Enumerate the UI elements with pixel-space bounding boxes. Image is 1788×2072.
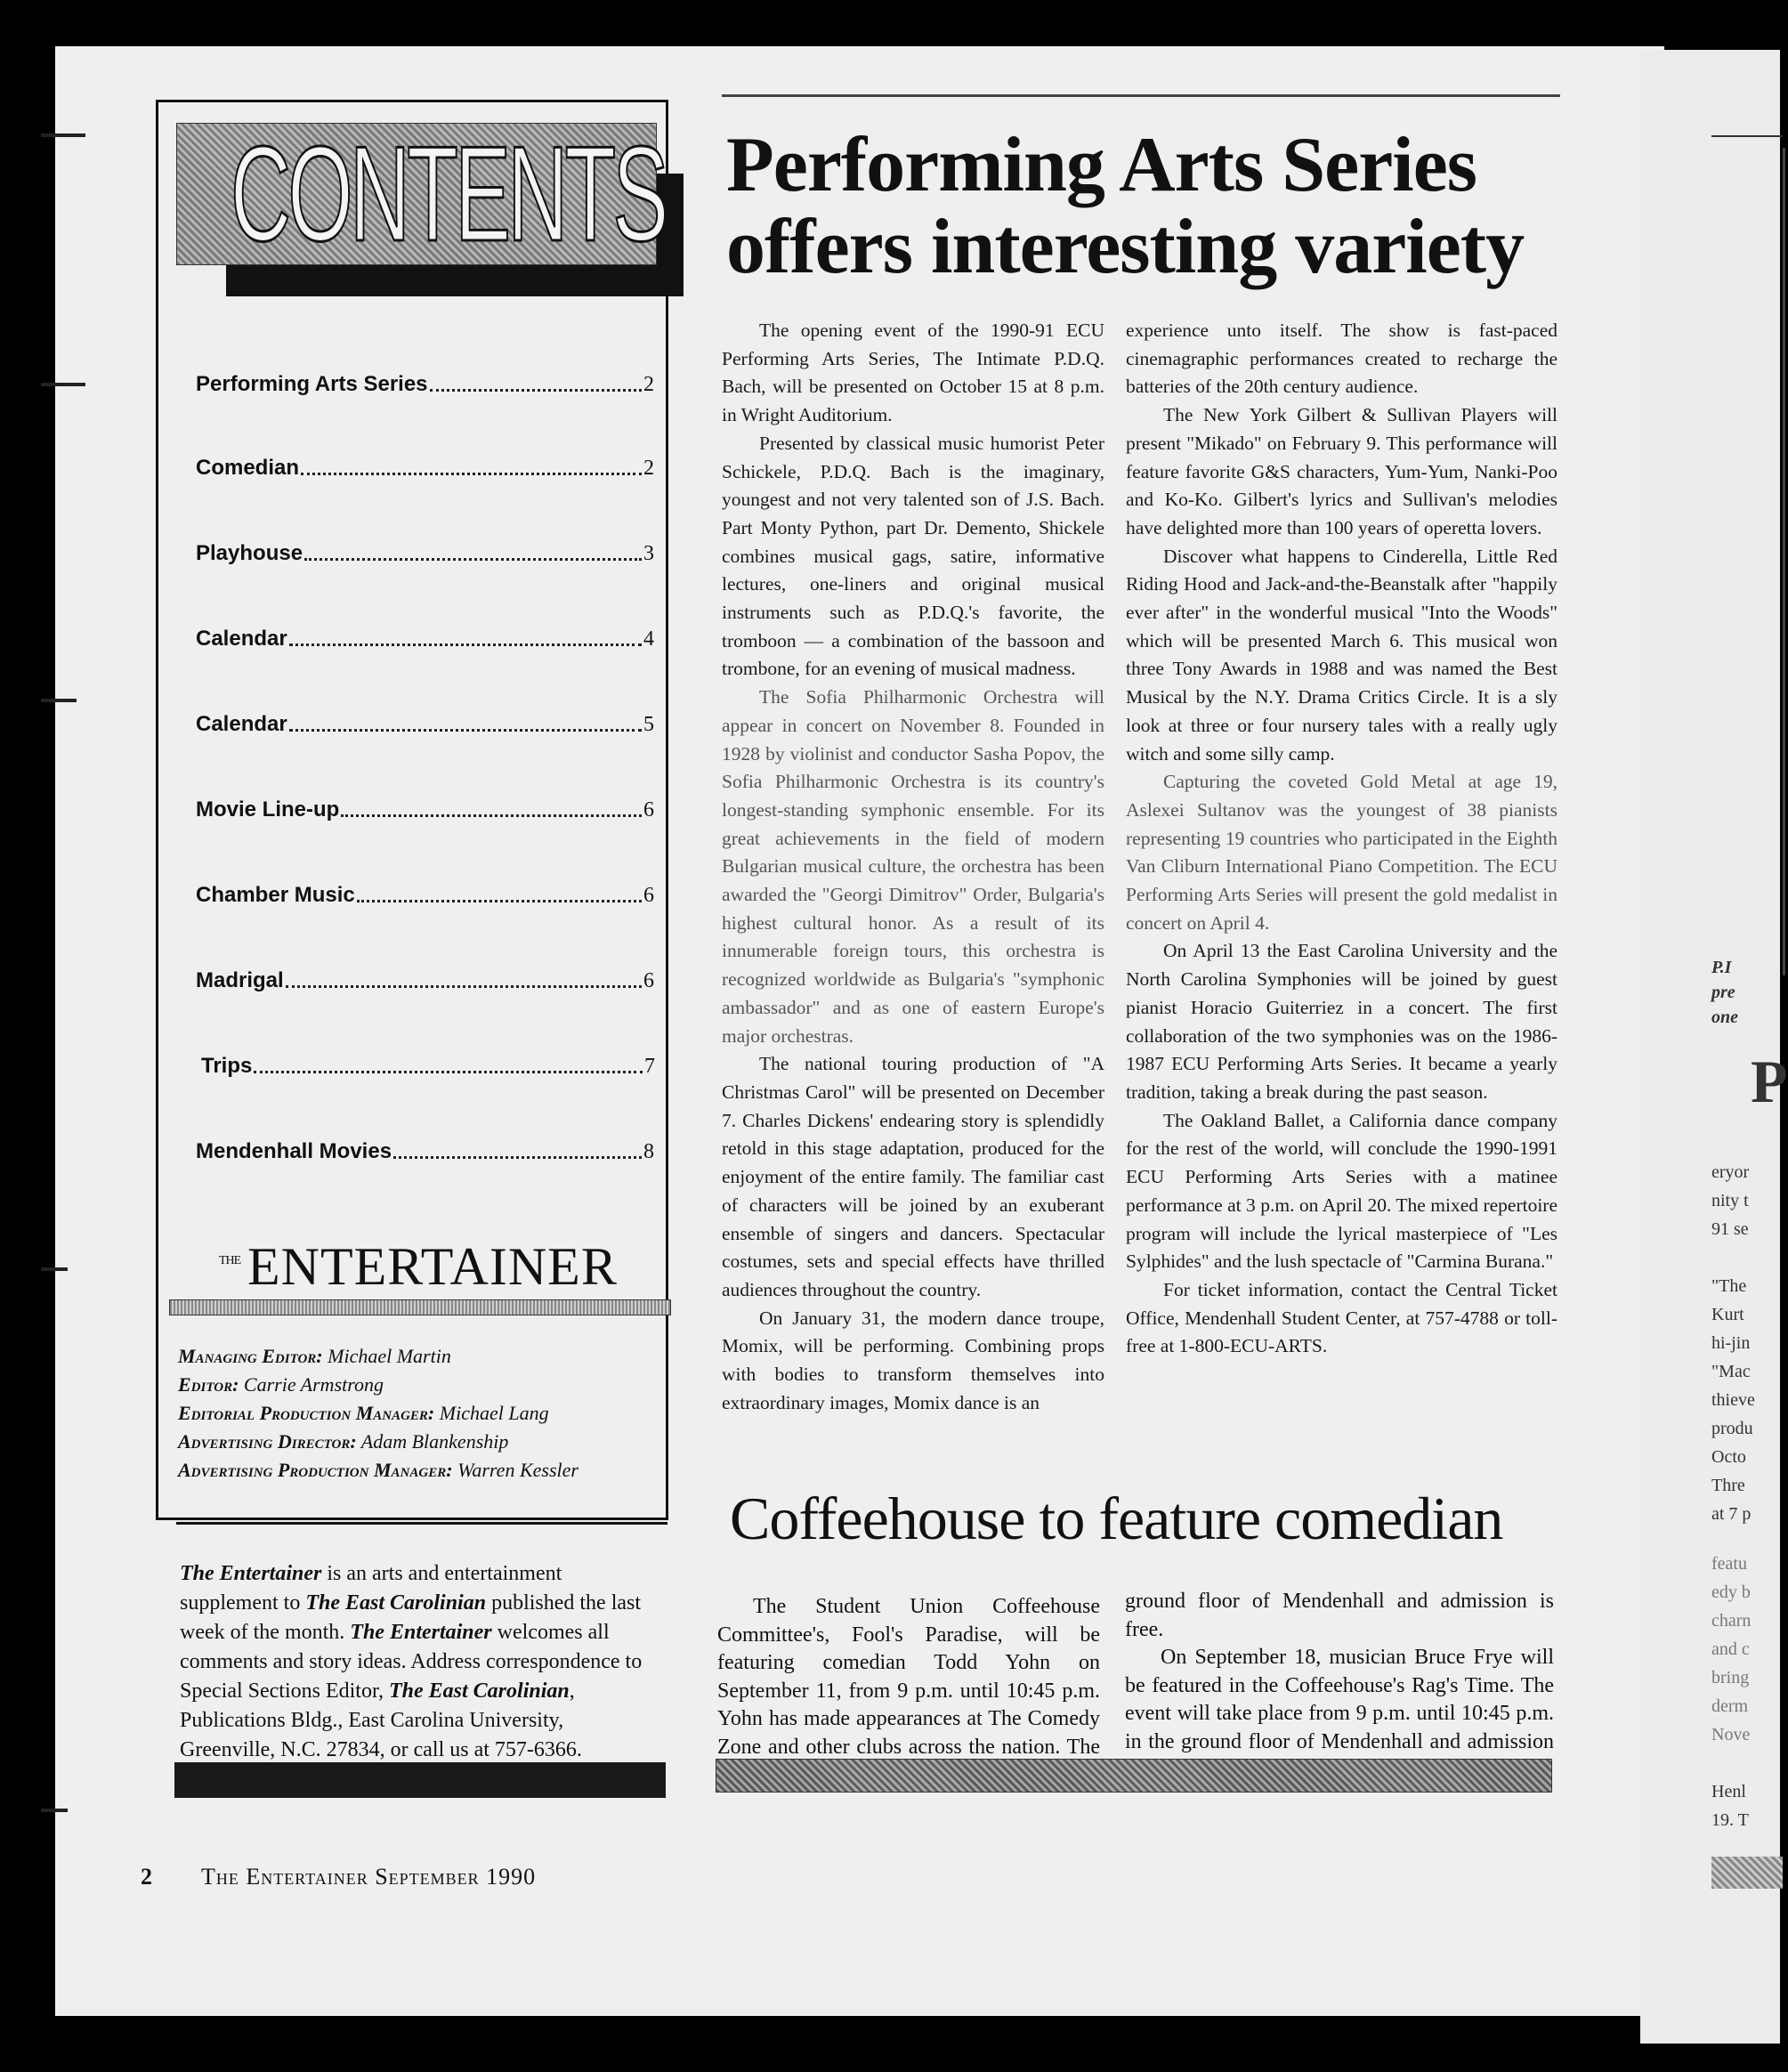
- staff-name: Warren Kessler: [457, 1459, 578, 1481]
- dot-leader: [341, 814, 642, 817]
- toc-item[interactable]: [196, 361, 654, 397]
- paragraph: ground floor of Mendenhall and admission is free.: [1125, 1590, 1554, 1641]
- toc-title: Madrigal: [196, 968, 284, 992]
- paragraph: The Student Union Coffeehouse Committee's, Fool's Paradise, will be featuring comedian Todd Yohn on September 11, from 9 p.m. until 10:45 p.m. Yohn has made appearances at The Comedy Zone and other clubs across the nation. The: [717, 1595, 1100, 1759]
- staff-name: Carrie Armstrong: [243, 1373, 384, 1396]
- about-text: published the last week of the month.: [180, 1591, 642, 1644]
- toc-page: 8: [643, 1140, 654, 1163]
- entertainer-logo: [169, 1237, 667, 1296]
- paragraph: The New York Gilbert & Sullivan Players will present "Mikado" on February 9. This performance will feature favorite G&S characters, Yum-Yum, Nanki-Poo and Ko-Ko. Gilbert's lyrics and Sullivan's melodies have delighted more than 100 years of operetta lovers.: [1126, 404, 1557, 538]
- toc-item[interactable]: [201, 1043, 655, 1079]
- text-fragment: charn: [1711, 1611, 1752, 1631]
- edge-mark: [41, 383, 85, 386]
- contents-heading: CONTENTS: [231, 118, 666, 270]
- toc-item[interactable]: [196, 872, 654, 908]
- caption-fragment: P.I: [1711, 958, 1732, 977]
- toc-page: 3: [643, 542, 654, 565]
- edge-mark: [41, 1809, 68, 1812]
- article-column-2: [1125, 1588, 1554, 1785]
- toc-item[interactable]: [196, 616, 654, 652]
- toc-item[interactable]: [196, 958, 654, 993]
- toc-title: Movie Line-up: [196, 797, 340, 822]
- staff-line: [178, 1342, 659, 1371]
- rule: [1711, 135, 1783, 137]
- about-blurb: [180, 1559, 660, 1765]
- text-fragment: "Mac: [1711, 1362, 1751, 1381]
- staff-line: [178, 1399, 659, 1428]
- article-column-1: [722, 317, 1104, 1417]
- about-text: welcomes all comments and story ideas. Address correspondence to Special Sections Editor,: [180, 1621, 643, 1703]
- page-number: 2: [141, 1864, 152, 1890]
- toc-title: Calendar: [196, 712, 287, 736]
- toc-page: 5: [643, 713, 654, 736]
- caption-fragment: pre: [1711, 983, 1735, 1002]
- paragraph: experience unto itself. The show is fast-paced cinemagraphic performances created to recharge the batteries of the 20th century audience.: [1126, 320, 1557, 398]
- about-text: is an arts and entertainment supplement to: [180, 1562, 562, 1615]
- dot-leader: [286, 985, 642, 988]
- pub-name: The Entertainer: [180, 1562, 322, 1585]
- paragraph: For ticket information, contact the Central Ticket Office, Mendenhall Student Center, at 757-4788 or toll-free at 1-800-ECU-ARTS.: [1126, 1278, 1557, 1357]
- text-fragment: edy b: [1711, 1582, 1751, 1602]
- caption-fragment: one: [1711, 1008, 1738, 1027]
- toc-title: Performing Arts Series: [196, 372, 428, 396]
- dot-leader: [289, 729, 642, 732]
- article-column-2: [1126, 317, 1557, 1361]
- paper-name: The East Carolinian: [305, 1591, 487, 1615]
- text-fragment: featu: [1711, 1554, 1747, 1574]
- toc-item[interactable]: [196, 1129, 654, 1164]
- toc-title: Comedian: [196, 456, 300, 480]
- logo-rule: [169, 1299, 671, 1315]
- staff-box: [178, 1342, 659, 1485]
- text-fragment: hi-jin: [1711, 1333, 1751, 1353]
- text-fragment: Henl: [1711, 1782, 1746, 1801]
- staff-line: [178, 1456, 659, 1485]
- text-fragment: derm: [1711, 1696, 1749, 1716]
- text-fragment: produ: [1711, 1419, 1753, 1438]
- toc-title: Trips: [201, 1054, 253, 1078]
- text-fragment: Kurt: [1711, 1305, 1744, 1324]
- staff-role: Editorial Production Manager:: [178, 1402, 435, 1424]
- text-fragment: "The: [1711, 1276, 1747, 1296]
- toc-title: Calendar: [196, 627, 287, 651]
- dot-leader: [289, 643, 642, 646]
- contents-banner: [176, 118, 707, 294]
- paper-name: The East Carolinian: [389, 1679, 570, 1703]
- staff-role: Advertising Production Manager:: [178, 1459, 453, 1481]
- edge-mark: [41, 1267, 68, 1271]
- dot-leader: [430, 389, 642, 392]
- toc-page: 4: [643, 627, 654, 651]
- section-divider: [176, 1522, 667, 1525]
- edge-mark: [41, 699, 77, 702]
- photo-border: [1783, 148, 1785, 975]
- decorative-bar: [1711, 1857, 1783, 1889]
- paragraph: The opening event of the 1990-91 ECU Performing Arts Series, The Intimate P.D.Q. Bach, will be presented on October 15 at 8 p.m. in Wright Auditorium.: [722, 320, 1104, 426]
- staff-role: Advertising Director:: [178, 1430, 357, 1453]
- logo-the: THE: [219, 1254, 241, 1267]
- dot-leader: [254, 1071, 643, 1073]
- staff-name: Adam Blankenship: [360, 1430, 509, 1453]
- toc-page: 2: [643, 457, 654, 480]
- paragraph: The Oakland Ballet, a California dance company for the rest of the world, will conclude the 1990-1991 ECU Performing Arts Series with a matinee performance at 3 p.m. on April 20. The mixed repertoire program will include the lyrical masterpiece of "Les Sylphides" and the lush spectacle of "Carmina Burana.": [1126, 1109, 1557, 1273]
- article-headline: Coffeehouse to feature comedian: [730, 1485, 1503, 1552]
- staff-line: [178, 1428, 659, 1456]
- dot-leader: [393, 1156, 642, 1159]
- toc-page: 6: [643, 798, 654, 822]
- paragraph: The Sofia Philharmonic Orchestra will appear in concert on November 8. Founded in 1928 by violinist and conductor Sasha Popov, the Sofia Philharmonic Orchestra is its country's longest-standing symphonic ensemble. For its great achievements in the field of modern Bulgarian musical culture, the orchestra has been awarded the "Georgi Dimitrov" Order, Bulgaria's highest cultural honor. As a result of its innumerable foreign tours, this orchestra is recognized worldwide as Bulgaria's "symphonic ambassador" and as one of eastern Europe's major orchestras.: [722, 686, 1104, 1047]
- staff-name: Michael Lang: [439, 1402, 549, 1424]
- text-fragment: 19. T: [1711, 1810, 1749, 1830]
- toc-page: 7: [644, 1055, 655, 1078]
- folio-text: The Entertainer September 1990: [201, 1864, 537, 1890]
- staff-name: Michael Martin: [328, 1345, 451, 1367]
- toc-page: 6: [643, 884, 654, 907]
- top-rule: [722, 94, 1560, 97]
- staff-line: [178, 1371, 659, 1399]
- dot-leader: [357, 900, 642, 902]
- staff-role: Editor:: [178, 1373, 239, 1396]
- pub-name: The Entertainer: [350, 1621, 492, 1644]
- toc-title: Playhouse: [196, 541, 303, 565]
- text-fragment: 91 se: [1711, 1219, 1749, 1239]
- dot-leader: [301, 473, 642, 475]
- text-fragment: Octo: [1711, 1447, 1746, 1467]
- text-fragment: at 7 p: [1711, 1504, 1752, 1524]
- article-headline: Performing Arts Series offers interesting variety: [726, 122, 1525, 290]
- staff-role: Managing Editor:: [178, 1345, 323, 1367]
- text-fragment: Nove: [1711, 1725, 1751, 1744]
- toc-page: 6: [643, 969, 654, 992]
- toc-item[interactable]: [196, 445, 654, 481]
- paragraph: Presented by classical music humorist Peter Schickele, P.D.Q. Bach is the imaginary, youngest and not very talented son of J.S. Bach. Part Monty Python, part Dr. Demento, Shickele combines musical gags, satire, informative lectures, one-liners and original musical instruments such as P.D.Q.'s favorite, the tromboon — a combination of the bassoon and trombone, for an evening of musical madness.: [722, 432, 1104, 680]
- text-fragment: thieve: [1711, 1390, 1755, 1410]
- dot-leader: [304, 558, 642, 561]
- paragraph: On April 13 the East Carolina University and the North Carolina Symphonies will be joined by guest pianist Horacio Guiterriez in a concert. The first collaboration of the two symphonies was on the 1986-1987 ECU Performing Arts Series. It became a yearly tradition, taking a break during the past season.: [1126, 940, 1557, 1103]
- text-fragment: and c: [1711, 1639, 1750, 1659]
- toc-item[interactable]: [196, 787, 654, 822]
- decorative-bar: [174, 1762, 666, 1798]
- text-fragment: bring: [1711, 1668, 1750, 1688]
- paragraph: Discover what happens to Cinderella, Little Red Riding Hood and Jack-and-the-Beanstalk after "happily ever after" in the wonderful musical "Into the Woods" which will be presented March 6. This musical won three Tony Awards in 1988 and was named the Best Musical by the N.Y. Drama Critics Circle. It is a sly look at three or four nursery tales with a really ugly witch and some silly camp.: [1126, 545, 1557, 765]
- paragraph: Capturing the coveted Gold Metal at age 19, Aslexei Sultanov was the youngest of 38 pianists representing 19 countries who participated in the Eighth Van Cliburn International Piano Competition. The ECU Performing Arts Series will present the gold medalist in concert on April 4.: [1126, 771, 1557, 934]
- toc-page: 2: [643, 373, 654, 396]
- paragraph: On September 18, musician Bruce Frye will be featured in the Coffeehouse's Rag's Time. The event will take place from 9 p.m. until 10:45 p.m. in the ground floor of Mendenhall and admission: [1125, 1646, 1554, 1753]
- paragraph: On January 31, the modern dance troupe, Momix, will be performing. Combining props with bodies to transform themselves into extraordinary images, Momix dance is an: [722, 1307, 1104, 1413]
- text-fragment: nity t: [1711, 1191, 1749, 1210]
- toc-title: Chamber Music: [196, 883, 355, 907]
- text-fragment: Thre: [1711, 1476, 1745, 1495]
- contents-banner-panel: [176, 118, 666, 270]
- headline-fragment: P: [1751, 1048, 1788, 1115]
- edge-mark: [41, 134, 85, 137]
- toc-item[interactable]: [196, 530, 654, 566]
- decorative-bar: [716, 1759, 1552, 1793]
- text-fragment: eryor: [1711, 1162, 1750, 1182]
- about-text: , Publications Bldg., East Carolina University, Greenville, N.C. 27834, or call us at 757-6366.: [180, 1679, 582, 1761]
- paragraph: The national touring production of "A Christmas Carol" will be presented on December 7. Charles Dickens' endearing story is splendidly retold in this stage adaptation, produced for the enjoyment of the entire family. The familiar cast of characters will be joined by an exuberant ensemble of singers and dancers. Spectacular costumes, sets and special effects have thrilled audiences throughout the country.: [722, 1053, 1104, 1300]
- toc-item[interactable]: [196, 701, 654, 737]
- toc-title: Mendenhall Movies: [196, 1139, 392, 1163]
- logo-name: ENTERTAINER: [247, 1237, 618, 1296]
- adjacent-page: [1640, 50, 1788, 2044]
